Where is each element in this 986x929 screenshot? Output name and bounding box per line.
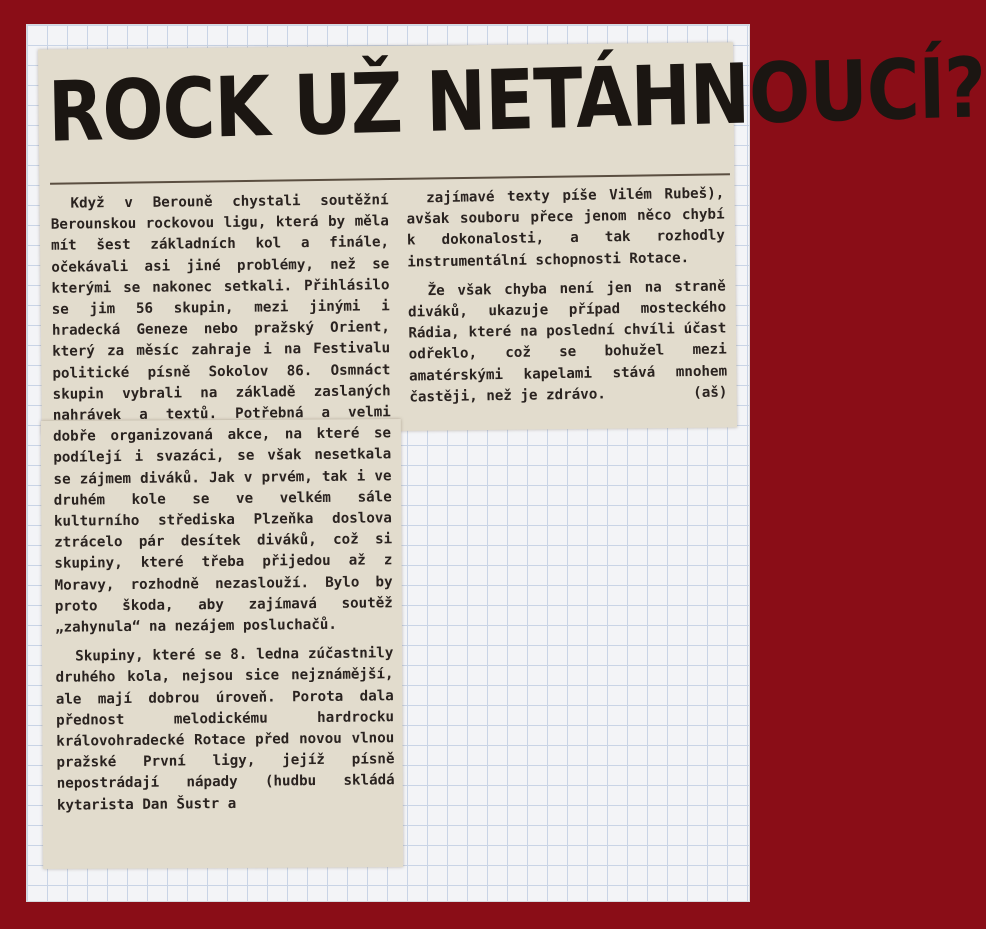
article-column-1 — [51, 190, 396, 862]
article-paragraph: zajímavé texty píše Vilém Rubeš), avšak souboru přece jenom něco chybí k dokonalosti, a tak rozhodly instrumentální schopnosti Rotace. — [406, 185, 726, 271]
article-column-2 — [406, 184, 728, 429]
article-paragraph: Skupiny, které se 8. ledna zúčastnily druhého kola, nejsou sice nejznámější, ale mají dobrou úroveň. Porota dala přednost melodickému hardrocku královohradecké Rotace před novou vlnou pražské První ligy, jejíž písně nepostrádají nápady (hudbu skládá kytarista Dan Šustr a — [55, 645, 395, 814]
article-paragraph: Když v Berouně chystali soutěžní Berounskou rockovou ligu, která by měla mít šest základních kol a finále, očekávali asi jiné problémy, než se kterými se nakonec setkali. Přihlásilo se jim 56 skupin, mezi jinými i hradecká Geneze nebo pražský Orient, který za měsíc zahraje i na Festivalu politické písně Sokolov 86. Osmnáct skupin vybrali na základě zaslaných nahrávek a textů. Potřebná a velmi dobře organizovaná akce, na které se podílejí i svazáci, se však nesetkala se zájmem diváků. Jak v prvém, tak i ve druhém kole se ve velkém sále kulturního střediska Plzeňka doslova ztrácelo pár desítek diváků, což si skupiny, které třeba přijedou až z Moravy, rozhodně nezaslouží. Bylo by proto škoda, aby zajímavá soutěž „zahynula“ na nezájem posluchačů. — [50, 192, 393, 636]
author-signature: (aš) — [693, 384, 728, 402]
article-paragraph: Že však chyba není jen na straně diváků, ukazuje případ mosteckého Rádia, které na poslední chvíli účast odřeklo, což se bohužel mezi amatérskými kapelami stává mnohem častěji, než je zdrávo. — [407, 278, 728, 406]
article-headline: ROCK UŽ NETÁHNOUCÍ? — [47, 39, 986, 161]
